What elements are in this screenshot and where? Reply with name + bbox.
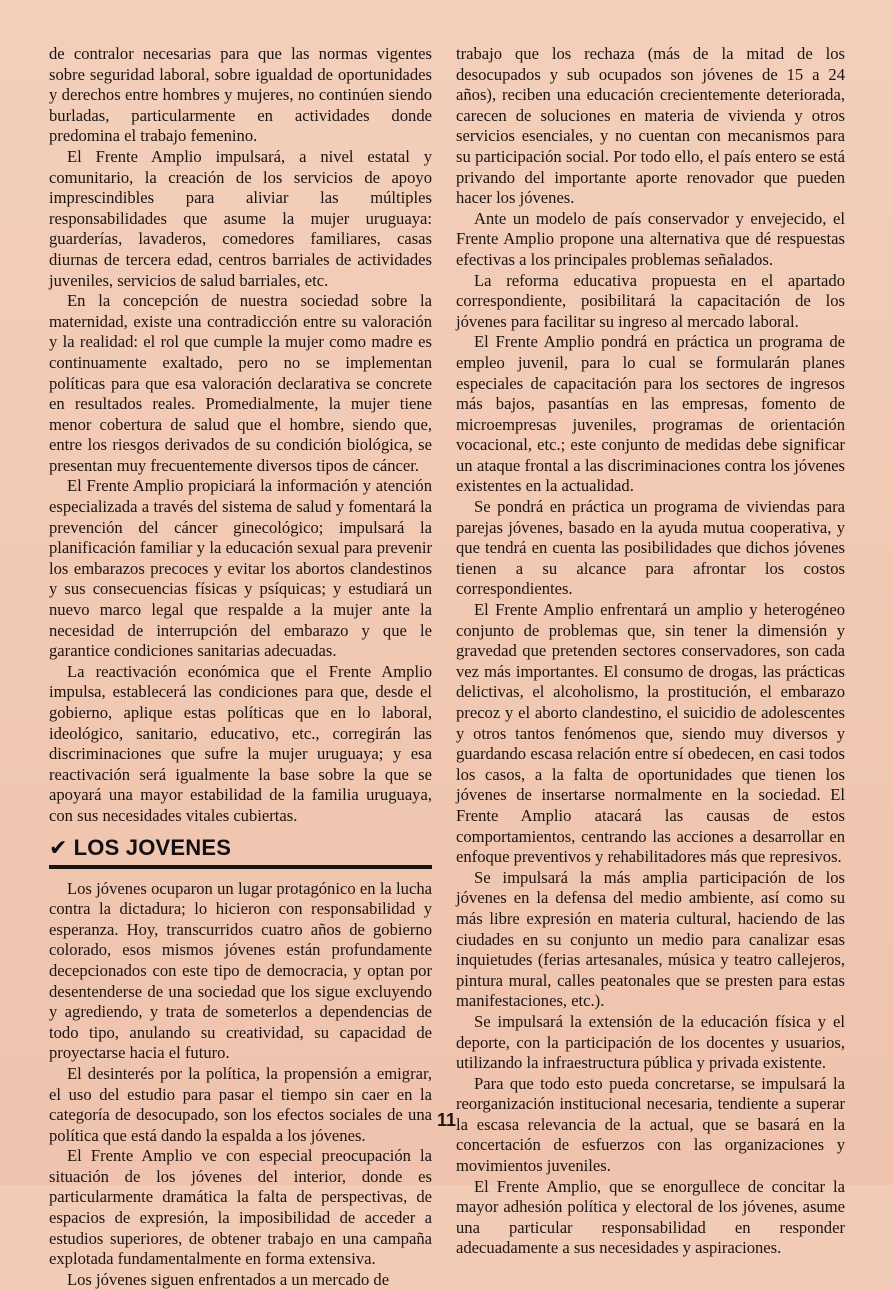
paragraph: El Frente Amplio, que se enorgullece de concitar la mayor adhesión política y electoral de los jóvenes, asume una particular responsabilidad en responder adecuadamente a sus necesidades y aspiraciones. (456, 1176, 845, 1258)
paragraph: Se pondrá en práctica un programa de viviendas para parejas jóvenes, basado en la ayuda mutua cooperativa, y que tendrá en cuenta las posibilidades que dichos jóvenes tienen a su alcance para afrontar los costos correspondientes. (456, 497, 845, 599)
heading-underline (49, 865, 432, 869)
paragraph: La reactivación económica que el Frente Amplio impulsa, establecerá las condiciones para que, desde el gobierno, aplique estas políticas que en lo laboral, ideológico, sanitario, educativo, etc., corregirán las discriminaciones que sufre la mujer uruguaya; y esa reactivación será igualmente la base sobre la que se apoyará una mayor estabilidad de la familia uruguaya, con sus necesidades vitales cubiertas. (49, 661, 432, 825)
paragraph: El Frente Amplio impulsará, a nivel estatal y comunitario, la creación de los servicios de apoyo imprescindibles para aliviar las múltiples responsabilidades que asume la mujer uruguaya: guarderías, lavaderos, comedores familiares, casas diurnas de tercera edad, centros barriales de actividades juveniles, servicios de salud barriales, etc. (49, 146, 432, 290)
section-heading-text: LOS JOVENES (73, 834, 232, 860)
paragraph: Para que todo esto pueda concretarse, se impulsará la reorganización institucional necesaria, tendiente a superar la escasa relevancia de la actual, que se basará en la concertación de esfuerzos con las organizaciones y movimientos juveniles. (456, 1073, 845, 1176)
paragraph: trabajo que los rechaza (más de la mitad de los desocupados y sub ocupados son jóvenes de 15 a 24 años), reciben una educación crecientemente deteriorada, carecen de soluciones en materia de vivienda y otros servicios esenciales, y no cuentan con mecanismos para su participación social. Por todo ello, el país entero se está privando del importante aporte renovador que pueden hacer los jóvenes. (456, 44, 845, 208)
section-heading (49, 835, 432, 861)
paragraph: El Frente Amplio ve con especial preocupación la situación de los jóvenes del interior, donde es particularmente dramática la falta de perspectivas, de espacios de expresión, la imposibilidad de acceder a estudios superiores, de obtener trabajo en una campaña explotada fundamentalmente en forma extensiva. (49, 1146, 432, 1269)
page-number: 11 (436, 1110, 457, 1130)
paragraph: El Frente Amplio enfrentará un amplio y heterogéneo conjunto de problemas que, sin tener la dimensión y gravedad que pretenden sectores conservadores, son cada vez más importantes. El consumo de drogas, las prácticas delictivas, el alcoholismo, la prostitución, el embarazo precoz y el aborto clandestino, el suicidio de adolescentes y otros tantos fenómenos que, siendo muy diversos y guardando escasa relación entre sí obedecen, en casi todos los casos, a la falta de oportunidades que tienen los jóvenes de insertarse normalmente en la sociedad. El Frente Amplio atacará las causas de estos comportamientos, centrando las acciones a desarrollar en enfoque preventivos y rehabilitadores más que represivos. (456, 600, 845, 867)
right-column (456, 44, 845, 1259)
paragraph: En la concepción de nuestra sociedad sobre la maternidad, existe una contradicción entre su valoración y la realidad: el rol que cumple la mujer como madre es continuamente exaltado, pero no se implementan políticas para que esa valoración declarativa se concrete en resultados reales. Promedialmente, la mujer tiene menor cobertura de salud que el hombre, siendo que, entre los riesgos derivados de su condición biológica, se presentan muy frecuentemente diversos tipos de cáncer. (49, 291, 432, 475)
check-mark-icon: ✔ (49, 834, 68, 860)
section-heading-block (49, 835, 432, 869)
paragraph: El Frente Amplio pondrá en práctica un programa de empleo juvenil, para lo cual se formularán planes especiales de capacitación para los sectores de ingresos más bajos, pasantías en las empresas, fomento de microempresas juveniles, programas de orientación vocacional, etc.; este conjunto de medidas debe significar un ataque frontal a las discriminaciones contra los jóvenes existentes en la actualidad. (456, 332, 845, 496)
paragraph: Los jóvenes siguen enfrentados a un mercado de (67, 1269, 390, 1289)
paragraph: El Frente Amplio propiciará la información y atención especializada a través del sistema de salud y fomentará la prevención del cáncer ginecológico; impulsará la planificación familiar y la educación sexual para prevenir los embarazos precoces y evitar los abortos clandestinos y sus consecuencias físicas y psíquicas; y estudiará un nuevo marco legal que respalde a la mujer ante la necesidad de interrupción del embarazo y que le garantice condiciones sanitarias adecuadas. (49, 476, 432, 661)
paragraph: La reforma educativa propuesta en el apartado correspondiente, posibilitará la capacitación de los jóvenes para facilitar su ingreso al mercado laboral. (456, 270, 845, 331)
paragraph: El desinterés por la política, la propensión a emigrar, el uso del estudio para pasar el tiempo sin caer en la categoría de desocupado, son los efectos sociales de una política que está dando la espalda a los jóvenes. (49, 1063, 432, 1145)
left-column (49, 44, 432, 1290)
paragraph: Los jóvenes ocuparon un lugar protagónico en la lucha contra la dictadura; lo hicieron con responsabilidad y esperanza. Hoy, transcurridos cuatro años de gobierno colorado, esos mismos jóvenes están profundamente decepcionados con este tipo de democracia, y optan por desentenderse de una sociedad que los sigue excluyendo y agrediendo, y trata de someterlos a dependencias de todo tipo, anulando su creatividad, su capacidad de proyectarse hacia el futuro. (49, 878, 432, 1063)
paragraph: Se impulsará la más amplia participación de los jóvenes en la defensa del medio ambiente, así como su más libre expresión en materia cultural, haciendo de las ciudades en su conjunto un medio para canalizar esas inquietudes (ferias artesanales, música y teatro callejeros, pintura mural, calles peatonales que se presten para estas manifestaciones, etc.). (456, 867, 845, 1011)
paragraph: Ante un modelo de país conservador y envejecido, el Frente Amplio propone una alternativa que dé respuestas efectivas a los principales problemas señalados. (456, 208, 845, 269)
paragraph: de contralor necesarias para que las normas vigentes sobre seguridad laboral, sobre igualdad de oportunidades y derechos entre hombres y mujeres, no continúen siendo burladas, particularmente en actividades donde predomina el trabajo femenino. (49, 44, 432, 146)
paragraph: Se impulsará la extensión de la educación física y el deporte, con la participación de los docentes y usuarios, utilizando la infraestructura pública y privada existente. (456, 1011, 845, 1073)
